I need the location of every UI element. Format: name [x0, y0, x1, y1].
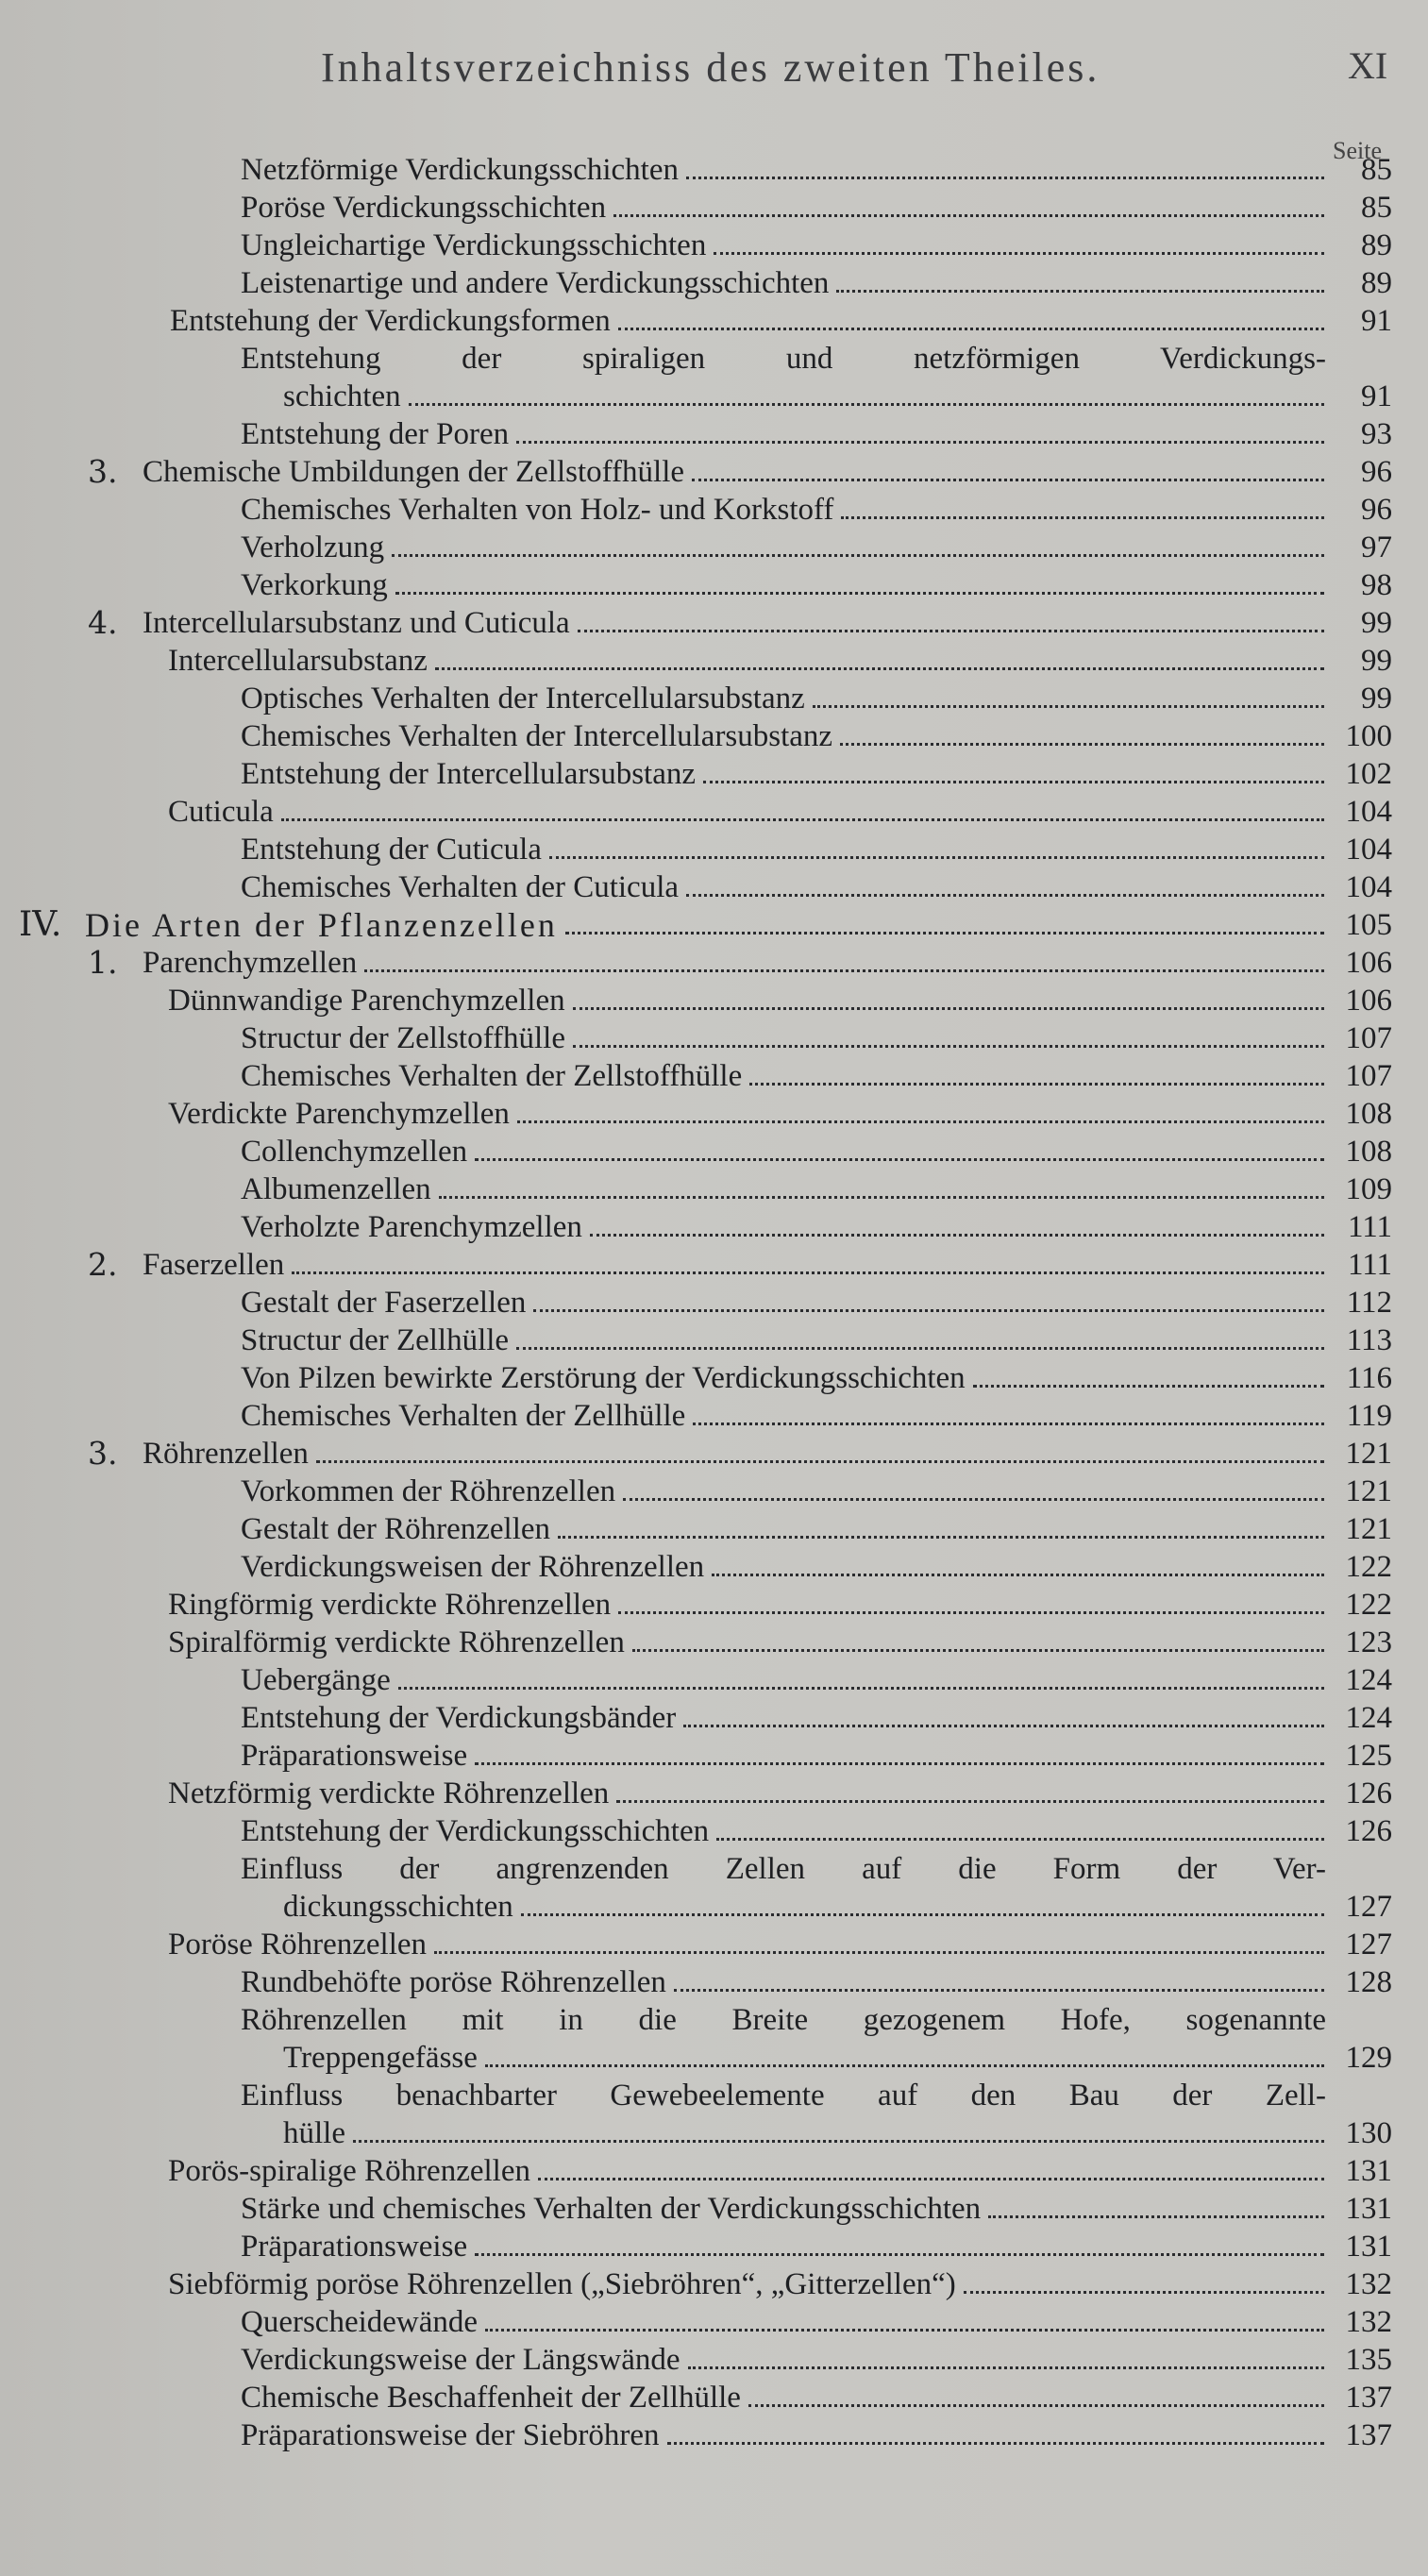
toc-entry-line [168, 793, 1392, 831]
toc-entry-title: Verdickungsweisen der Röhrenzellen [241, 1550, 705, 1584]
toc-entry-line [241, 2077, 1326, 2114]
toc-entry-page: 100 [1345, 719, 1392, 753]
toc-entry-page: 137 [1345, 2381, 1392, 2415]
toc-entry-continuation: Treppengefässe [283, 2041, 478, 2075]
toc-entry-line [168, 1624, 1392, 1661]
toc-entry-page: 89 [1361, 266, 1392, 300]
dot-leader [281, 818, 1324, 821]
dot-leader [749, 1083, 1324, 1086]
dot-leader [475, 1158, 1324, 1161]
toc-entry-line [241, 566, 1392, 604]
toc-entry-page: 107 [1345, 1021, 1392, 1055]
toc-entry-line [168, 2265, 1392, 2303]
toc-entry-line [143, 944, 1392, 982]
toc-entry-page: 108 [1345, 1097, 1392, 1131]
toc-entry-number: 1. [88, 944, 118, 981]
toc-entry-line [241, 1699, 1392, 1737]
toc-entry-line [168, 642, 1392, 680]
toc-entry-number: 3. [88, 1435, 118, 1472]
dot-leader [667, 2442, 1324, 2445]
toc-entry-page: 125 [1345, 1739, 1392, 1773]
toc-entry-line [241, 2416, 1392, 2454]
toc-entry-line [85, 906, 1392, 944]
toc-entry-page: 106 [1345, 984, 1392, 1018]
toc-entry-page: 113 [1346, 1323, 1392, 1357]
toc-entry-line [241, 529, 1392, 566]
dot-leader [439, 1196, 1324, 1199]
dot-leader [292, 1271, 1324, 1274]
toc-entry-line [283, 2039, 1392, 2077]
toc-entry-title: Ungleichartige Verdickungsschichten [241, 228, 707, 262]
toc-entry-line [241, 1737, 1392, 1775]
dot-leader [538, 2178, 1324, 2180]
toc-entry-title: Verdickungsweise der Längswände [241, 2343, 680, 2377]
toc-entry-page: 128 [1345, 1965, 1392, 1999]
toc-entry-line [241, 2303, 1392, 2341]
dot-leader [316, 1460, 1324, 1463]
toc-entry-title: Entstehung der Verdickungsbänder [241, 1701, 677, 1735]
dot-leader [683, 1725, 1324, 1727]
toc-entry-number: 4. [88, 604, 118, 641]
dot-leader [516, 441, 1324, 444]
toc-entry-line [241, 755, 1392, 793]
toc-entry-title: Poröse Verdickungsschichten [241, 191, 607, 225]
toc-entry-page: 129 [1345, 2041, 1392, 2075]
dot-leader [688, 2366, 1324, 2369]
dot-leader [618, 328, 1324, 330]
toc-entry-title: Intercellularsubstanz und Cuticula [143, 606, 570, 640]
toc-entry-line [241, 2228, 1392, 2265]
dot-leader [973, 1385, 1324, 1388]
toc-entry-page: 85 [1361, 191, 1392, 225]
toc-entry-page: 104 [1345, 795, 1392, 829]
toc-entry-title: Gestalt der Faserzellen [241, 1286, 527, 1320]
toc-entry-page: 132 [1345, 2267, 1392, 2301]
seite-column-label: Seite [1333, 137, 1382, 164]
toc-entry-title: Optisches Verhalten der Intercellularsubstanz [241, 682, 805, 716]
toc-entry-title: Cuticula [168, 795, 274, 829]
toc-entry-page: 96 [1361, 455, 1392, 489]
dot-leader [549, 856, 1324, 859]
toc-entry-page: 89 [1361, 228, 1392, 262]
toc-entry-title: Siebförmig poröse Röhrenzellen („Siebröhren“, „Gitterzellen“) [168, 2267, 956, 2301]
dot-leader [475, 2253, 1324, 2256]
toc-entry-title: Röhrenzellen [143, 1437, 309, 1471]
toc-entry-page: 121 [1345, 1512, 1392, 1546]
toc-entry-line [241, 1963, 1392, 2001]
toc-entry-line [241, 1359, 1392, 1397]
toc-entry-page: 132 [1345, 2305, 1392, 2339]
toc-entry-line [241, 227, 1392, 264]
dot-leader [712, 1574, 1324, 1576]
toc-entry-line [241, 2190, 1392, 2228]
toc-entry-line [241, 1812, 1392, 1850]
toc-entry-title: Verholzung [241, 530, 385, 564]
toc-entry-line [241, 868, 1392, 906]
toc-entry-title: Netzförmig verdickte Röhrenzellen [168, 1776, 610, 1810]
toc-entry-title: Präparationsweise [241, 1739, 468, 1773]
toc-entry-page: 111 [1347, 1248, 1392, 1282]
toc-entry-title: Poröse Röhrenzellen [168, 1928, 428, 1961]
dot-leader [398, 1687, 1324, 1690]
toc-entry-continuation: dickungsschichten [283, 1890, 513, 1924]
toc-entry-title: Chemisches Verhalten der Cuticula [241, 870, 680, 904]
toc-entry-page: 91 [1361, 379, 1392, 413]
toc-entry-page: 119 [1346, 1399, 1392, 1433]
toc-entry-title: Dünnwandige Parenchymzellen [168, 984, 565, 1018]
toc-entry-line [241, 1284, 1392, 1322]
toc-entry-page: 135 [1345, 2343, 1392, 2377]
toc-entry-page: 99 [1361, 644, 1392, 678]
toc-entry-page: 121 [1345, 1474, 1392, 1508]
toc-entry-page: 131 [1345, 2154, 1392, 2188]
toc-entry-title: Verkorkung [241, 568, 388, 602]
dot-leader [686, 894, 1324, 897]
toc-entry-title: Structur der Zellhülle [241, 1323, 510, 1357]
toc-entry-page: 109 [1345, 1172, 1392, 1206]
dot-leader [533, 1309, 1324, 1312]
toc-entry-title: Structur der Zellstoffhülle [241, 1021, 565, 1055]
toc-entry-page: 91 [1361, 304, 1392, 338]
toc-entry-title: Chemisches Verhalten der Intercellularsubstanz [241, 719, 833, 753]
toc-entry-title: Netzförmige Verdickungsschichten [241, 153, 679, 187]
toc-entry-title: Chemisches Verhalten der Zellhülle [241, 1399, 686, 1433]
toc-entry-page: 99 [1361, 682, 1392, 716]
toc-entry-title: Gestalt der Röhrenzellen [241, 1512, 551, 1546]
dot-leader [521, 1913, 1324, 1916]
toc-entry-page: 102 [1345, 757, 1392, 791]
dot-leader [485, 2329, 1324, 2332]
toc-entry-title: Intercellularsubstanz [168, 644, 428, 678]
toc-entry-continuation: schichten [283, 379, 401, 413]
dot-leader [988, 2215, 1324, 2218]
toc-entry-line [241, 1170, 1392, 1208]
toc-entry-continuation: hülle [283, 2116, 345, 2150]
toc-entry-line [241, 1510, 1392, 1548]
page-number: XI [1348, 44, 1388, 87]
toc-entry-page: 122 [1345, 1588, 1392, 1622]
toc-entry-title: Die Arten der Pflanzenzellen [85, 906, 558, 944]
running-header-title: Inhaltsverzeichniss des zweiten Theiles. [321, 44, 1100, 91]
toc-entry-line [170, 302, 1392, 340]
toc-entry-page: 126 [1345, 1776, 1392, 1810]
toc-entry-line [168, 1586, 1392, 1624]
toc-entry-line [241, 1133, 1392, 1170]
toc-entry-title: Stärke und chemisches Verhalten der Verdickungsschichten [241, 2192, 982, 2226]
toc-entry-line [241, 2001, 1326, 2039]
toc-entry-title: Parenchymzellen [143, 946, 358, 980]
toc-entry-title: Ringförmig verdickte Röhrenzellen [168, 1588, 612, 1622]
toc-entry-page: 107 [1345, 1059, 1392, 1093]
toc-entry-title: Albumenzellen [241, 1172, 431, 1206]
toc-entry-line [283, 378, 1392, 415]
toc-entry-line [241, 1208, 1392, 1246]
toc-entry-line [143, 1246, 1392, 1284]
dot-leader [485, 2064, 1324, 2067]
toc-entry-line [241, 415, 1392, 453]
toc-entry-title: Chemische Beschaffenheit der Zellhülle [241, 2381, 741, 2415]
toc-entry-page: 108 [1345, 1135, 1392, 1169]
toc-entry-title: Präparationsweise [241, 2230, 468, 2264]
dot-leader [693, 1423, 1324, 1425]
dot-leader [841, 516, 1324, 519]
toc-entry-page: 106 [1345, 946, 1392, 980]
toc-entry-line [241, 264, 1392, 302]
dot-leader [517, 1120, 1324, 1123]
dot-leader [813, 705, 1324, 708]
toc-entry-page: 112 [1346, 1286, 1392, 1320]
toc-entry-page: 93 [1361, 417, 1392, 451]
toc-entry-page: 96 [1361, 493, 1392, 527]
toc-entry-page: 127 [1345, 1890, 1392, 1924]
toc-entry-line [241, 151, 1392, 189]
toc-entry-line [283, 2114, 1392, 2152]
toc-entry-line [241, 1661, 1392, 1699]
toc-entry-line [168, 1775, 1392, 1812]
toc-entry-title: Entstehung der spiraligen und netzförmigen Verdickungs- [241, 342, 1326, 376]
toc-entry-page: 137 [1345, 2418, 1392, 2452]
toc-entry-title: Entstehung der Cuticula [241, 833, 542, 867]
toc-entry-title: Leistenartige und andere Verdickungsschichten [241, 266, 830, 300]
toc-entry-title: Einfluss benachbarter Gewebeelemente auf den Bau der Zell- [241, 2079, 1326, 2113]
dot-leader [613, 214, 1324, 217]
dot-leader [840, 743, 1324, 746]
dot-leader [692, 479, 1324, 481]
dot-leader [578, 630, 1324, 632]
toc-entry-line [241, 1548, 1392, 1586]
toc-entry-page: 124 [1345, 1663, 1392, 1697]
toc-entry-title: Collenchymzellen [241, 1135, 468, 1169]
toc-entry-line [241, 491, 1392, 529]
toc-entry-line [241, 1397, 1392, 1435]
toc-entry-title: Verholzte Parenchymzellen [241, 1210, 582, 1244]
toc-entry-title: Querscheidewände [241, 2305, 479, 2339]
toc-entry-title: Chemisches Verhalten von Holz- und Korkstoff [241, 493, 834, 527]
dot-leader [573, 1045, 1324, 1048]
toc-entry-number: 3. [88, 453, 118, 490]
dot-leader [716, 1838, 1324, 1841]
dot-leader [748, 2404, 1324, 2407]
toc-entry-page: 104 [1345, 833, 1392, 867]
dot-leader [714, 252, 1324, 255]
toc-entry-page: 131 [1345, 2230, 1392, 2264]
toc-entry-title: Porös-spiralige Röhrenzellen [168, 2154, 530, 2188]
toc-entry-page: 111 [1347, 1210, 1392, 1244]
toc-entry-line [168, 1095, 1392, 1133]
toc-entry-title: Präparationsweise der Siebröhren [241, 2418, 660, 2452]
toc-entry-page: 123 [1345, 1625, 1392, 1659]
toc-entry-page: 131 [1345, 2192, 1392, 2226]
dot-leader [353, 2140, 1324, 2143]
dot-leader [516, 1347, 1324, 1350]
dot-leader [573, 1007, 1324, 1010]
toc-entry-number: IV. [19, 905, 62, 944]
toc-entry-line [241, 2341, 1392, 2379]
dot-leader [618, 1611, 1324, 1614]
dot-leader [395, 592, 1324, 595]
dot-leader [434, 1951, 1324, 1954]
dot-leader [686, 177, 1324, 179]
toc-entry-line [241, 2379, 1392, 2416]
toc-entry-page: 127 [1345, 1928, 1392, 1961]
toc-entry-line [168, 2152, 1392, 2190]
dot-leader [409, 403, 1324, 406]
toc-entry-title: Vorkommen der Röhrenzellen [241, 1474, 616, 1508]
dot-leader [392, 554, 1324, 557]
toc-entry-page: 104 [1345, 870, 1392, 904]
toc-entry-line [241, 340, 1326, 378]
toc-entry-line [143, 453, 1392, 491]
toc-entry-page: 124 [1345, 1701, 1392, 1735]
toc-entry-line [241, 189, 1392, 227]
dot-leader [632, 1649, 1324, 1652]
toc-entry-title: Einfluss der angrenzenden Zellen auf die Form der Ver- [241, 1852, 1326, 1886]
dot-leader [623, 1498, 1324, 1501]
running-header [0, 36, 1428, 102]
toc-entry-line [168, 982, 1392, 1019]
dot-leader [964, 2291, 1324, 2294]
toc-entry-page: 126 [1345, 1814, 1392, 1848]
dot-leader [475, 1762, 1324, 1765]
toc-entry-line [143, 604, 1392, 642]
toc-entry-line [241, 717, 1392, 755]
toc-entry-page: 105 [1345, 908, 1392, 942]
toc-entry-title: Rundbehöfte poröse Röhrenzellen [241, 1965, 666, 1999]
dot-leader [558, 1536, 1324, 1539]
dot-leader [590, 1234, 1324, 1237]
toc-entry-title: Spiralförmig verdickte Röhrenzellen [168, 1625, 625, 1659]
toc-entry-line [168, 1926, 1392, 1963]
toc-entry-title: Röhrenzellen mit in die Breite gezogenem Hofe, sogenannte [241, 2003, 1326, 2037]
toc-entry-line [241, 831, 1392, 868]
toc-entry-page: 97 [1361, 530, 1392, 564]
toc-entry-page: 122 [1345, 1550, 1392, 1584]
toc-entry-line [143, 1435, 1392, 1473]
toc-entry-title: Entstehung der Verdickungsschichten [241, 1814, 710, 1848]
toc-entry-line [241, 1019, 1392, 1057]
toc-entry-title: Chemische Umbildungen der Zellstoffhülle [143, 455, 685, 489]
toc-entry-title: Entstehung der Verdickungsformen [170, 304, 611, 338]
toc-entry-line [241, 1322, 1392, 1359]
dot-leader [836, 290, 1324, 293]
toc-entry-title: Verdickte Parenchymzellen [168, 1097, 510, 1131]
dot-leader [364, 969, 1324, 972]
toc-entry-page: 85 [1361, 153, 1392, 187]
toc-entry-title: Faserzellen [143, 1248, 285, 1282]
toc-entry-title: Entstehung der Intercellularsubstanz [241, 757, 696, 791]
dot-leader [565, 932, 1324, 934]
dot-leader [703, 781, 1324, 783]
toc-entry-page: 98 [1361, 568, 1392, 602]
toc-entry-title: Entstehung der Poren [241, 417, 510, 451]
dot-leader [435, 667, 1324, 670]
toc-entry-line [241, 680, 1392, 717]
toc-entry-page: 116 [1346, 1361, 1392, 1395]
toc-entry-line [241, 1473, 1392, 1510]
toc-entry-page: 130 [1345, 2116, 1392, 2150]
toc-entry-number: 2. [88, 1246, 118, 1283]
toc-entry-line [241, 1057, 1392, 1095]
dot-leader [616, 1800, 1324, 1803]
toc-entry-line [283, 1888, 1392, 1926]
toc-entry-title: Uebergänge [241, 1663, 391, 1697]
toc-entry-line [241, 1850, 1326, 1888]
toc-entry-page: 121 [1345, 1437, 1392, 1471]
dot-leader [674, 1989, 1324, 1992]
toc-entry-title: Von Pilzen bewirkte Zerstörung der Verdickungsschichten [241, 1361, 966, 1395]
toc-entry-title: Chemisches Verhalten der Zellstoffhülle [241, 1059, 743, 1093]
toc-entry-page: 99 [1361, 606, 1392, 640]
